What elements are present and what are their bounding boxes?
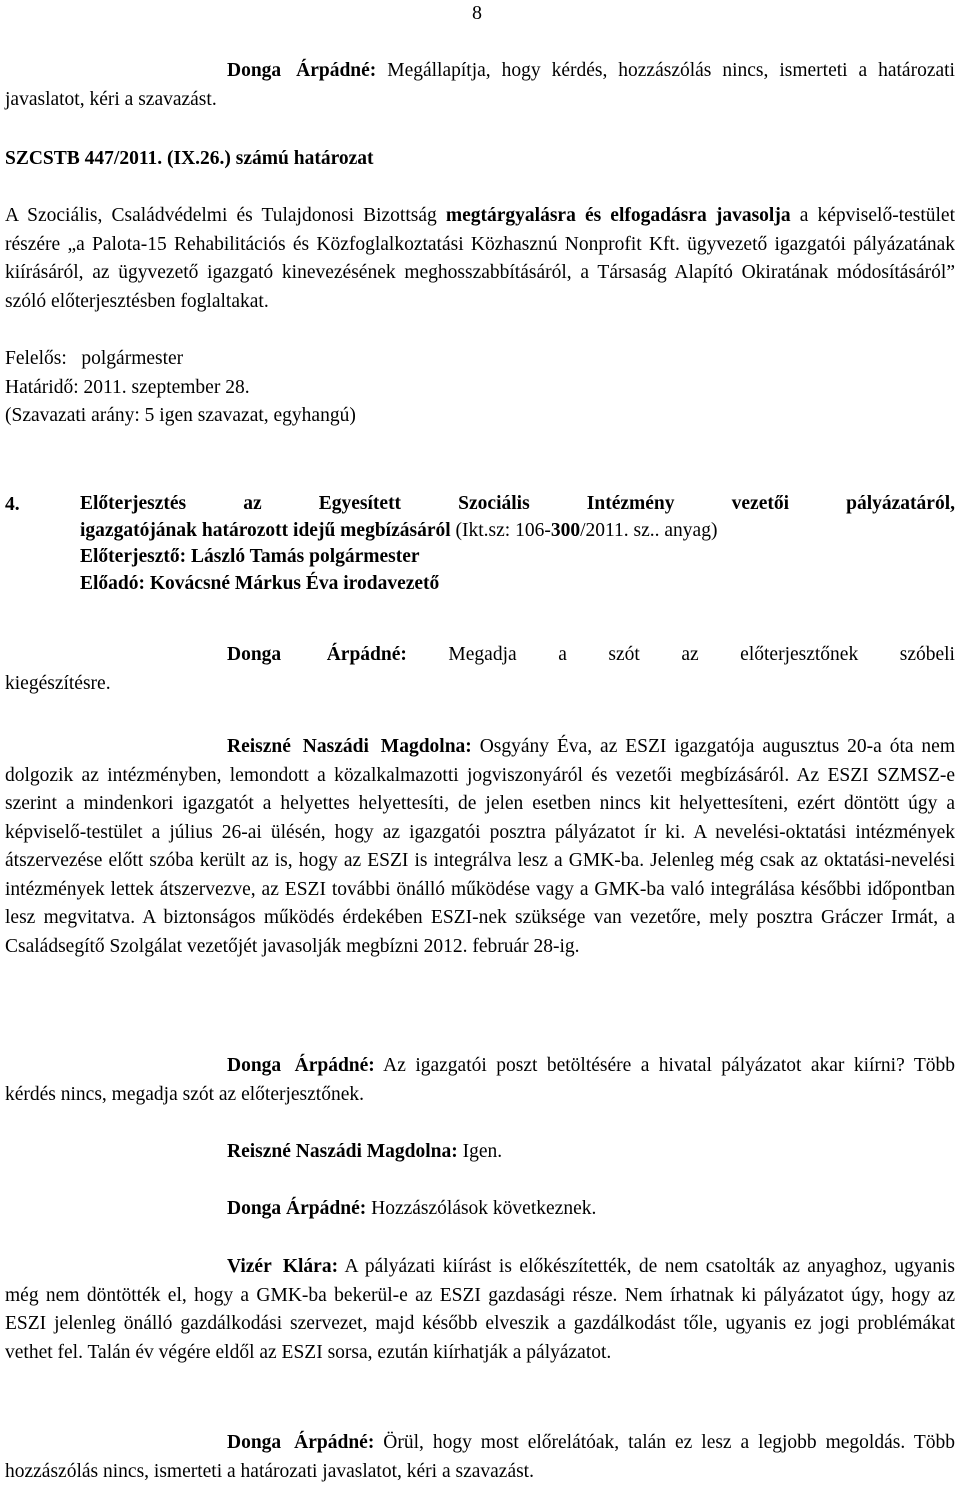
resolution-title-text: SZCSTB 447/2011. (IX.26.) számú határozat (5, 148, 374, 169)
paragraph-donga-2 (227, 641, 955, 670)
speaker-name: Vizér Klára: (227, 1256, 339, 1277)
responsible: Felelős: polgármester (5, 348, 184, 369)
paragraph-reiszne-1 (5, 733, 955, 961)
resolution-text-bold: megtárgyalásra és elfogadásra javasolja (445, 205, 791, 226)
agenda-title-line-2 (80, 518, 955, 545)
resolution-meta (5, 345, 955, 431)
paragraph-donga-5 (5, 1429, 955, 1486)
speaker-name: Donga Árpádné: (227, 1432, 375, 1453)
speaker-name: Reiszné Naszádi Magdolna: (227, 1141, 458, 1162)
agenda-ref-b: 300 (550, 519, 581, 541)
paragraph-text: Az igazgatói poszt betöltésére a hivatal pályázatot akar kiírni? Több kérdés nincs, megadja szót az előterjesztőnek. (5, 1055, 955, 1105)
paragraph-text: Igen. (457, 1141, 503, 1162)
speaker-name: Donga Árpádné: (227, 60, 377, 81)
paragraph-vizer (5, 1253, 955, 1367)
deadline: Határidő: 2011. szeptember 28. (5, 376, 250, 398)
paragraph-text: Örül, hogy most előrelátóak, talán ez lesz a legjobb megoldás. Több hozzászólás nincs, ismerteti a határozati javaslatot, kéri a szavazást. (5, 1432, 955, 1482)
speaker-name: Reiszné Naszádi Magdolna: (227, 736, 472, 757)
resolution-body (5, 202, 955, 316)
paragraph-text: A pályázati kiírást is előkészítették, de nem csatolták az anyaghoz, ugyanis még nem döntötték el, hogy a GMK-ba bekerül-e az ESZI gazdasági része. Nem írhatnak ki pályázatot úgy, hogy az ESZI jelenleg önálló gazdálkodási szervezet, majd később elveszik a gazdálkodást tőle, ugyanis ez jogi problémákat vethet fel. Talán év végére eldől az ESZI sorsa, ezután kiírhatják a pályázatot. (5, 1256, 955, 1363)
paragraph-text: Megadja a szót az előterjesztőnek szóbeli (406, 644, 955, 665)
agenda-ref-a: (Ikt.sz: 106- (450, 519, 551, 541)
paragraph-donga-1 (5, 57, 955, 114)
paragraph-donga-4 (5, 1195, 955, 1224)
agenda-ref-c: /2011. sz.. anyag) (580, 519, 718, 541)
paragraph-text: Hozzászólások következnek. (366, 1198, 597, 1219)
agenda-title-line-1: Előterjesztés az Egyesített Szociális Intézmény vezetői pályázatáról, (80, 493, 955, 514)
agenda-number (5, 491, 80, 520)
speaker-name: Donga Árpádné: (227, 1198, 367, 1219)
resolution-text-1: A Szociális, Családvédelmi és Tulajdonosi Bizottság (5, 205, 446, 226)
speaker-name: Donga Árpádné: (227, 644, 407, 665)
agenda-title (80, 491, 955, 597)
resolution-text-2: a képviselő-testület részére „a Palota-15 Rehabilitációs és Közfoglalkoztatási Közhasznú Nonprofit Kft. ügyvezető igazgatói pályázatának kiírásáról, az ügyvezető igazgató kinevezésének meghosszabbításáról, a Társaság Alapító Okiratának módosításáról” szóló előterjesztésben foglaltakat. (5, 205, 956, 312)
paragraph-donga-3 (5, 1052, 955, 1109)
speaker-name: Donga Árpádné: (227, 1055, 375, 1076)
resolution-title (5, 145, 955, 174)
page-number: 8 (472, 2, 482, 24)
agenda-speaker: Előadó: Kovácsné Márkus Éva irodavezető (80, 572, 440, 594)
agenda-title-bold: igazgatójának határozott idejű megbízásáról (80, 519, 451, 541)
paragraph-donga-2-cont: kiegészítésre. (5, 673, 111, 694)
agenda-number-text: 4. (5, 494, 20, 515)
paragraph-reiszne-2 (5, 1138, 955, 1167)
paragraph-text: Osgyány Éva, az ESZI igazgatója augusztus 20-a óta nem dolgozik az intézményben, lemondott a közalkalmazotti jogviszonyáról és vezetői megbízásáról. Az ESZI SZMSZ-e szerint a mindenkori igazgatót a helyettes helyettesíti, de jelen esetben nincs kit helyettesíteni, ezért döntött úgy a képviselő-testület a július 26-ai ülésén, hogy az igazgatói posztra pályázatot ír ki. A nevelési-oktatási intézmények átszervezése előtt szóba került az is, hogy az ESZI is integrálva lesz a GMK-ba. Jelenleg még csak az oktatási-nevelési intézmények lettek átszervezve, az ESZI további önálló működése vagy a GMK-ba való integrálása későbbi időpontban lesz megvitatva. A biztonságos működés érdekében ESZI-nek szüksége van vezetőre, mely posztra Gráczer Irmát, a Családsegítő Szolgálat vezetőjét javasolják megbízni 2012. február 28-ig. (5, 736, 956, 957)
paragraph-text: Megállapítja, hogy kérdés, hozzászólás nincs, ismerteti a határozati javaslatot, kéri a szavazást. (5, 60, 955, 110)
vote-ratio: (Szavazati arány: 5 igen szavazat, egyhangú) (5, 405, 356, 426)
agenda-presenter: Előterjesztő: László Tamás polgármester (80, 546, 420, 567)
